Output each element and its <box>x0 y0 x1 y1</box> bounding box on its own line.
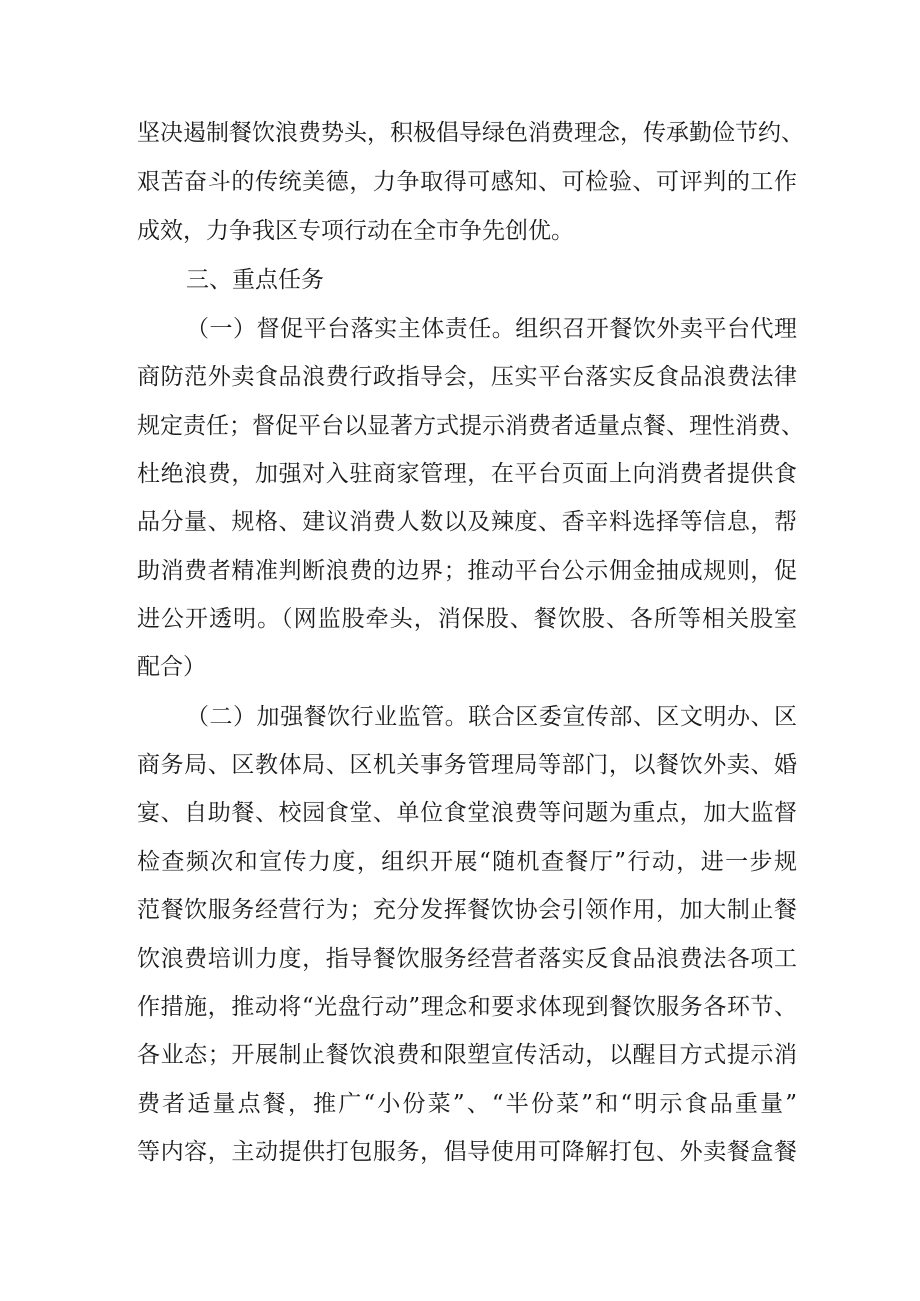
task2-line-10: 等内容，主动提供打包服务，倡导使用可降解打包、外卖餐盒餐 <box>137 1139 797 1165</box>
task2-line-5: 范餐饮服务经营行为；充分发挥餐饮协会引领作用，加大制止餐 <box>137 897 797 923</box>
task1-line-2: 商防范外卖食品浪费行政指导会，压实平台落实反食品浪费法律 <box>137 364 797 390</box>
task2-line-9: 费者适量点餐，推广“小份菜”、“半份菜”和“明示食品重量” <box>137 1091 797 1117</box>
task1-line-4: 杜绝浪费，加强对入驻商家管理，在平台页面上向消费者提供食 <box>137 461 797 487</box>
task2-line-7: 作措施，推动将“光盘行动”理念和要求体现到餐饮服务各环节、 <box>137 994 797 1020</box>
task1-line-1: （一）督促平台落实主体责任。组织召开餐饮外卖平台代理 <box>186 316 797 342</box>
task1-line-5: 品分量、规格、建议消费人数以及辣度、香辛料选择等信息，帮 <box>137 509 797 535</box>
task1-line-7: 进公开透明。（网监股牵头，消保股、餐饮股、各所等相关股室 <box>137 606 797 632</box>
task1-line-3: 规定责任；督促平台以显著方式提示消费者适量点餐、理性消费、 <box>137 413 804 439</box>
task2-line-2: 商务局、区教体局、区机关事务管理局等部门，以餐饮外卖、婚 <box>137 752 797 778</box>
task2-line-4: 检查频次和宣传力度，组织开展“随机查餐厅”行动，进一步规 <box>137 849 797 875</box>
intro-line-2: 艰苦奋斗的传统美德，力争取得可感知、可检验、可评判的工作 <box>137 169 797 195</box>
task2-line-3: 宴、自助餐、校园食堂、单位食堂浪费等问题为重点，加大监督 <box>137 800 797 826</box>
task2-line-1: （二）加强餐饮行业监管。联合区委宣传部、区文明办、区 <box>186 704 797 730</box>
intro-line-1: 坚决遏制餐饮浪费势头，积极倡导绿色消费理念，传承勤俭节约、 <box>137 120 804 146</box>
task1-line-8: 配合） <box>137 654 206 680</box>
section-heading: 三、重点任务 <box>186 267 324 293</box>
task1-line-6: 助消费者精准判断浪费的边界；推动平台公示佣金抽成规则，促 <box>137 558 797 584</box>
task2-line-6: 饮浪费培训力度，指导餐饮服务经营者落实反食品浪费法各项工 <box>137 946 797 972</box>
task2-line-8: 各业态；开展制止餐饮浪费和限塑宣传活动，以醒目方式提示消 <box>137 1042 797 1068</box>
intro-line-3: 成效，力争我区专项行动在全市争先创优。 <box>137 218 574 244</box>
